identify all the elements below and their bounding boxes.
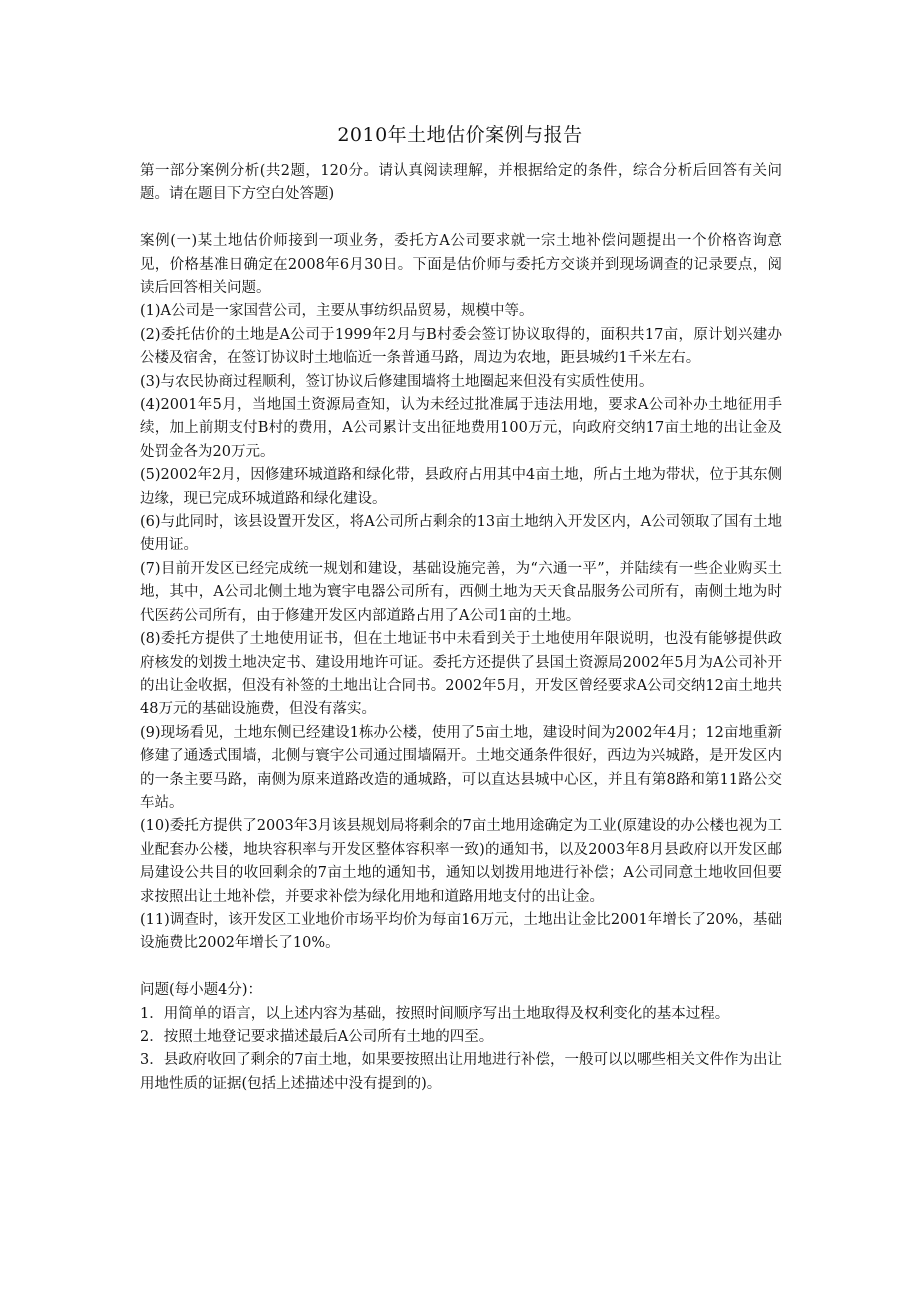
case-item-5: (5)2002年2月，因修建环城道路和绿化带，县政府占用其中4亩土地，所占土地为带状，位于其东侧边缘，现已完成环城道路和绿化建设。 xyxy=(140,467,782,507)
case-item-9: (9)现场看见，土地东侧已经建设1栋办公楼，使用了5亩土地，建设时间为2002年4月；12亩地重新修建了通透式围墙，北侧与寰宇公司通过围墙隔开。土地交通条件很好，西边为兴城路，是开发区内的一条主要马路，南侧为原来道路改造的通城路，可以直达县城中心区，并且有第8路和第11路公交车站。 xyxy=(140,724,782,811)
blank-line xyxy=(140,207,782,230)
case-item-8: (8)委托方提供了土地使用证书，但在土地证书中未看到关于土地使用年限说明，也没有能够提供政府核发的划拨土地决定书、建设用地许可证。委托方还提供了县国土资源局2002年5月为A公司补开的出让金收据，但没有补签的土地出让合同书。2002年5月，开发区曾经要求A公司交纳12亩土地共48万元的基础设施费，但没有落实。 xyxy=(140,631,782,718)
blank-line xyxy=(140,956,782,979)
case-item-7: (7)目前开发区已经完成统一规划和建设，基础设施完善，为“六通一平”，并陆续有一些企业购买土地，其中，A公司北侧土地为寰宇电器公司所有，西侧土地为天天食品服务公司所有，南侧土地为时代医药公司所有，由于修建开发区内部道路占用了A公司1亩的土地。 xyxy=(140,560,782,624)
case-intro: 案例(一)某土地估价师接到一项业务，委托方A公司要求就一宗土地补偿问题提出一个价格咨询意见，价格基准日确定在2008年6月30日。下面是估价师与委托方交谈并到现场调查的记录要点，阅读后回答相关问题。 xyxy=(140,233,782,297)
case-item-3: (3)与农民协商过程顺利，签订协议后修建围墙将土地圈起来但没有实质性使用。 xyxy=(140,373,654,390)
document-title: 2010年土地估价案例与报告 xyxy=(337,124,583,146)
question-1: 1．用简单的语言，以上述内容为基础，按照时间顺序写出土地取得及权利变化的基本过程。 xyxy=(140,1005,730,1022)
case-item-6: (6)与此同时，该县设置开发区，将A公司所占剩余的13亩土地纳入开发区内，A公司领取了国有土地使用证。 xyxy=(140,514,782,554)
case-item-1: (1)A公司是一家国营公司，主要从事纺织品贸易，规模中等。 xyxy=(140,303,534,320)
section-intro: 第一部分案例分析(共2题，120分。请认真阅读理解，并根据给定的条件，综合分析后回答有关问题。请在题目下方空白处答题) xyxy=(140,163,782,203)
case-item-10: (10)委托方提供了2003年3月该县规划局将剩余的7亩土地用途确定为工业(原建设的办公楼也视为工业配套办公楼，地块容积率与开发区整体容积率一致)的通知书，以及2003年8月县政府以开发区邮局建设公共目的收回剩余的7亩土地的通知书，通知以划拨用地进行补偿；A公司同意土地收回但要求按照出让土地补偿，并要求补偿为绿化用地和道路用地支付的出让金。 xyxy=(140,818,782,905)
document-body xyxy=(140,160,782,1096)
question-3: 3．县政府收回了剩余的7亩土地，如果要按照出让用地进行补偿，一般可以以哪些相关文件作为出让用地性质的证据(包括上述描述中没有提到的)。 xyxy=(140,1052,782,1092)
case-item-4: (4)2001年5月，当地国土资源局查知，认为未经过批准属于违法用地，要求A公司补办土地征用手续，加上前期支付B村的费用，A公司累计支出征地费用100万元，向政府交纳17亩土地的出让金及处罚金各为20万元。 xyxy=(140,397,782,460)
case-item-11: (11)调查时，该开发区工业地价市场平均价为每亩16万元，土地出让金比2001年增长了20%，基础设施费比2002年增长了10%。 xyxy=(140,911,782,952)
question-2: 2．按照土地登记要求描述最后A公司所有土地的四至。 xyxy=(140,1029,494,1045)
case-item-2: (2)委托估价的土地是A公司于1999年2月与B村委会签订协议取得的，面积共17亩，原计划兴建办公楼及宿舍，在签订协议时土地临近一条普通马路，周边为农地，距县城约1千米左右。 xyxy=(140,326,782,367)
questions-header: 问题(每小题4分)： xyxy=(140,982,263,999)
